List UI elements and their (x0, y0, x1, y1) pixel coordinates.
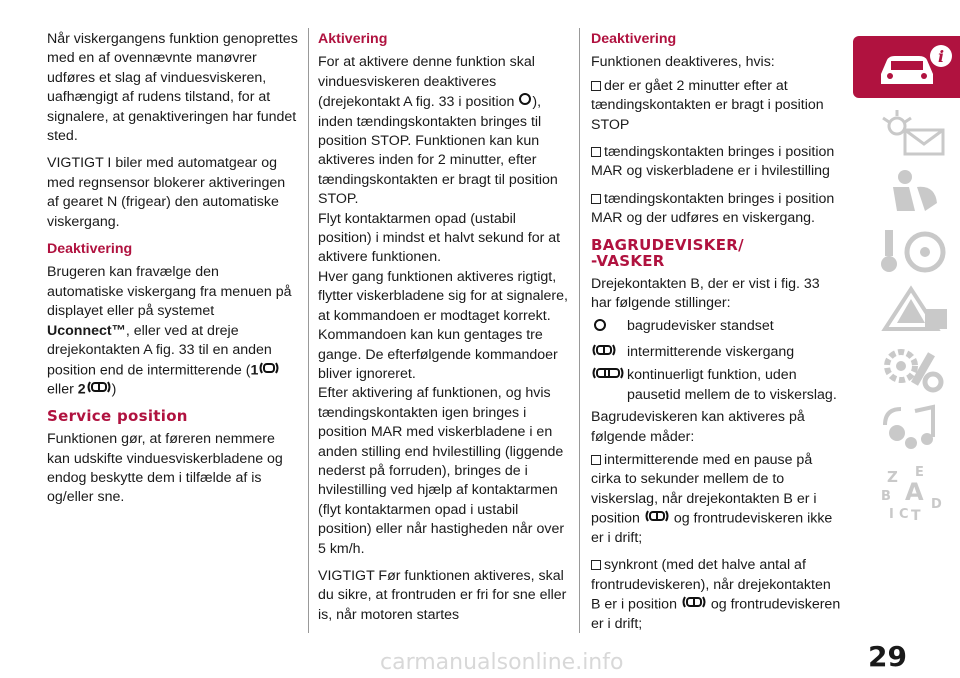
paragraph: VIGTIGT Før funktionen aktiveres, skal du sikre, at frontruden er fri for sne eller is, når motoren startes (318, 567, 567, 623)
index-letters-icon (875, 462, 955, 522)
chapter-tab-multimedia[interactable] (853, 397, 960, 455)
seat-airbag-icon (875, 167, 955, 217)
heading-line: -VASKER (591, 251, 665, 270)
text: der er gået 2 minutter efter at tændingskontakten er bragt i position STOP (591, 77, 824, 133)
svg-text:I: I (889, 507, 894, 522)
off-position-icon (591, 317, 627, 339)
intermittent-wiper-icon (591, 343, 627, 363)
svg-text:i: i (938, 47, 945, 66)
chapter-tab-starting[interactable] (853, 220, 960, 278)
media-icon (875, 403, 955, 453)
paragraph: VIGTIGT I biler med automatgear og med regnsensor blokerer aktiveringen af gearet N (frigear) den automatiske viskergang. (47, 155, 286, 230)
list-item (591, 190, 841, 229)
chapter-sidebar (853, 36, 960, 522)
text: og frontrudeviskeren er i drift; (591, 596, 841, 633)
list-item (591, 556, 841, 634)
text: tændingskontakten bringes i position MAR og der udføres en viskergang. (591, 190, 835, 227)
car-info-icon (875, 42, 955, 92)
lights-mail-icon (875, 108, 955, 158)
position-row (591, 343, 841, 363)
paragraph: Efter aktivering af funktionen, og hvis tændingskontakten igen bringes i position MAR med viskerbladene i en anden stilling end hvilestilling (liggende nederst på forruden), bringes de i hvilestilling ved hjælp af kontaktarmen (flyt kontaktarmen opad i ustabil position) eller når hastigheden når over 5 km/h. (318, 385, 565, 557)
position-row (591, 366, 841, 405)
text: , eller ved at dreje drejekontakten A fig. 33 til en anden position end de intermitterende ( (47, 322, 272, 378)
text: og frontrudeviskeren ikke er i drift; (591, 510, 833, 546)
heading-line: BAGRUDEVISKER/ (591, 235, 744, 254)
text: synkront (med det halve antal af frontrudeviskeren), når drejekontakten B er i position (591, 557, 831, 613)
svg-text:B: B (881, 489, 891, 504)
tools-gears-icon (875, 344, 955, 394)
text: intermitterende med en pause på cirka to sekunder mellem de to viskerslag, når drejekontakten B er i position (591, 451, 817, 527)
intermittent-wiper-icon (86, 380, 112, 399)
intermittent-wiper-icon (681, 595, 707, 614)
svg-text:D: D (931, 497, 942, 512)
heading-bagrudevisker (591, 237, 841, 269)
intermittent-wiper-icon (258, 361, 280, 380)
text: tændingskontakten bringes i position MAR og viskerbladene er i hvilestilling (591, 144, 835, 180)
column-divider (579, 28, 580, 633)
position-row (591, 317, 841, 339)
paragraph: Hver gang funktionen aktiveres rigtigt, flytter viskerbladene sig for at signalere, at kommandoen er modtaget korrekt. (318, 268, 568, 324)
svg-text:T: T (911, 508, 921, 522)
paragraph: Flyt kontaktarmen opad (ustabil position) i mindst et halvt sekund for at aktivere funktionen. (318, 210, 561, 266)
chapter-tab-index[interactable] (853, 456, 960, 522)
text: eller (47, 381, 74, 398)
paragraph (47, 263, 299, 400)
paragraph: Funktionen gør, at føreren nemmere kan udskifte vinduesviskerbladene og endog beskytte dem i tilfælde af is og/eller sne. (47, 431, 283, 506)
paragraph: Når viskergangens funktion genoprettes med en af ovennævnte manøvrer udføres et slag af vinduesviskeren, uafhængigt af rudens tilstand, for at signalere, at genaktiveringen har fundet sted. (47, 31, 298, 145)
text: For at aktivere denne funktion skal vinduesviskeren deaktiveres (drejekontakt A fig. 33 i position (318, 54, 535, 111)
heading-deaktivering: Deaktivering (47, 241, 133, 258)
page-number: 29 (868, 640, 907, 673)
checkbox-bullet-icon (591, 81, 601, 91)
checkbox-bullet-icon (591, 560, 601, 570)
key-steering-icon (875, 226, 955, 276)
paragraph: Kommandoen kan kun gentages tre gange. De efterfølgende kommandoer bliver ignoreret. (318, 327, 558, 382)
off-position-icon (518, 92, 532, 112)
paragraph: Drejekontakten B, der er vist i fig. 33 har følgende stillinger: (591, 275, 820, 312)
text: bagrudevisker standset (627, 318, 774, 335)
paragraph: Bagrudeviskeren kan aktiveres på følgende måder: (591, 409, 805, 445)
list-item (591, 451, 841, 548)
text: intermitterende viskergang (627, 343, 795, 360)
text: ), inden tændingskontakten bringes til position STOP. Funktionen kan kun aktiveres inden for 2 minutter, efter tændingskontakten er bragt til position STOP. (318, 94, 558, 208)
continuous-wiper-icon (591, 366, 627, 386)
svg-text:Z: Z (887, 468, 898, 486)
heading-service-position: Service position (47, 407, 188, 426)
position-number: 2 (77, 381, 86, 398)
paragraph: Funktionen deaktiveres, hvis: (591, 54, 775, 71)
position-number: 1 (250, 361, 259, 378)
heading-deaktivering: Deaktivering (591, 31, 677, 47)
text: ) (111, 381, 117, 398)
text: kontinuerligt funktion, uden pausetid mellem de to viskerslag. (627, 367, 837, 403)
svg-text:E: E (915, 465, 924, 480)
heading-aktivering: Aktivering (318, 31, 388, 47)
column-right (591, 30, 841, 642)
list-item (591, 77, 841, 135)
text: Brugeren kan fravælge den automatiske viskergang fra menuen på displayet eller på systemet (47, 264, 292, 320)
checkbox-bullet-icon (591, 194, 601, 204)
column-left (47, 30, 299, 516)
list-item (591, 143, 841, 182)
checkbox-bullet-icon (591, 455, 601, 465)
watermark: carmanualsonline.info (380, 650, 624, 675)
checkbox-bullet-icon (591, 147, 601, 157)
svg-text:A: A (905, 478, 924, 506)
uconnect-label: Uconnect™ (47, 322, 126, 339)
svg-text:C: C (899, 507, 909, 522)
chapter-tab-safety[interactable] (853, 161, 960, 219)
chapter-tab-emergency[interactable] (853, 279, 960, 337)
chapter-tab-car-info[interactable] (853, 36, 960, 98)
intermittent-wiper-icon (644, 509, 670, 528)
warning-triangle-icon (875, 285, 955, 335)
chapter-tab-lights[interactable] (853, 102, 960, 160)
chapter-tab-maintenance[interactable] (853, 338, 960, 396)
column-divider (308, 28, 309, 633)
paragraph (318, 53, 568, 209)
column-middle (318, 30, 568, 633)
